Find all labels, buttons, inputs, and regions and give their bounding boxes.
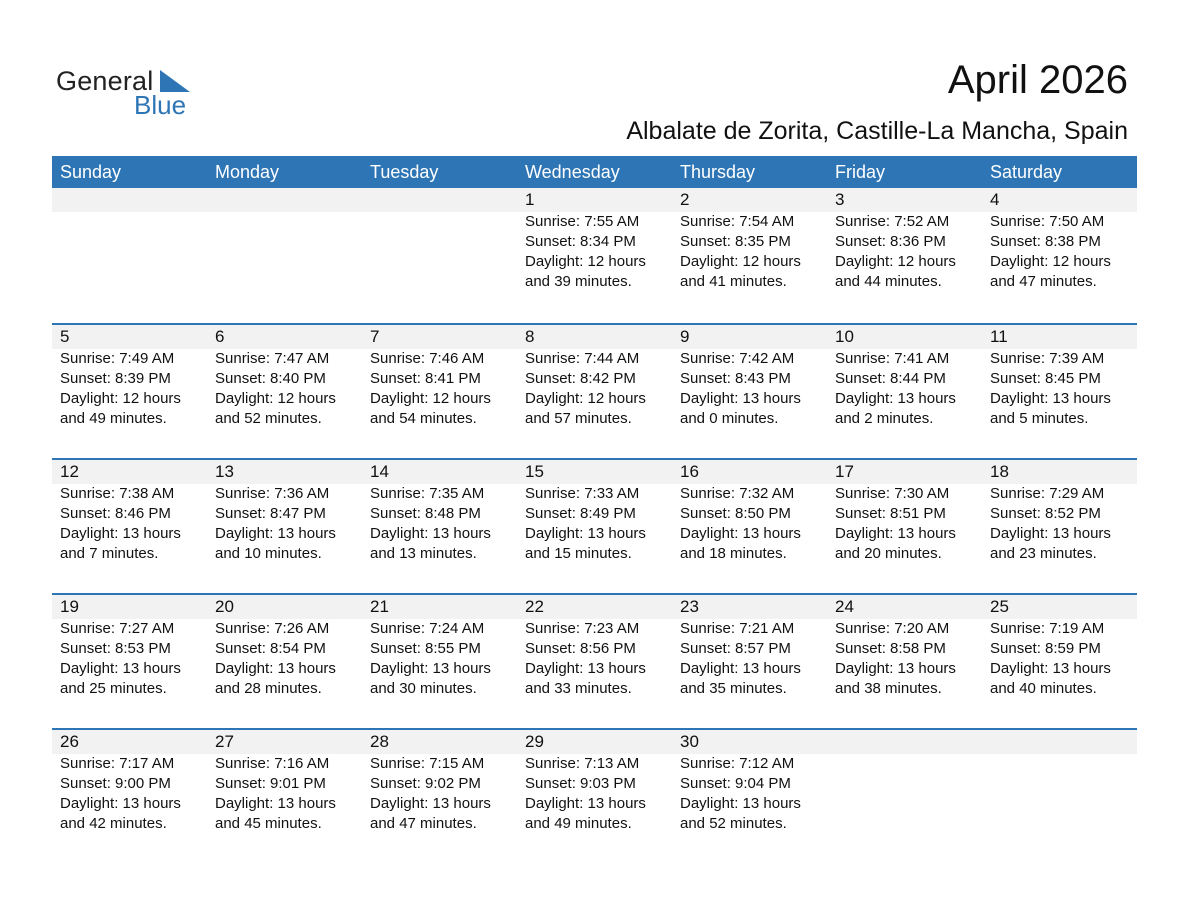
sunrise-text: Sunrise: 7:41 AM — [835, 350, 950, 367]
daylight-minutes-text: and 5 minutes. — [990, 410, 1089, 427]
day-number: 22 — [525, 597, 544, 616]
sunset-text: Sunset: 8:57 PM — [680, 640, 791, 657]
day-number: 25 — [990, 597, 1009, 616]
weekday-monday: Monday — [215, 162, 280, 182]
daylight-minutes-text: and 49 minutes. — [525, 815, 632, 832]
daylight-text: Daylight: 13 hours — [835, 525, 956, 542]
day-cell — [207, 325, 362, 429]
day-number: 10 — [835, 327, 854, 346]
logo-triangle-icon — [160, 70, 190, 92]
day-number: 24 — [835, 597, 854, 616]
day-number: 4 — [990, 190, 1000, 209]
sunrise-text: Sunrise: 7:17 AM — [60, 755, 175, 772]
day-cell — [672, 730, 827, 834]
sunset-text: Sunset: 8:44 PM — [835, 370, 946, 387]
day-cell — [362, 325, 517, 429]
sunset-text: Sunset: 8:56 PM — [525, 640, 636, 657]
empty-day-cell — [362, 188, 517, 292]
day-cell — [207, 595, 362, 699]
daylight-text: Daylight: 12 hours — [680, 253, 801, 270]
day-number: 3 — [835, 190, 845, 209]
daylight-text: Daylight: 13 hours — [370, 795, 491, 812]
daylight-minutes-text: and 38 minutes. — [835, 680, 942, 697]
sunrise-text: Sunrise: 7:44 AM — [525, 350, 640, 367]
daylight-minutes-text: and 10 minutes. — [215, 545, 322, 562]
day-number: 13 — [215, 462, 234, 481]
daylight-text: Daylight: 12 hours — [60, 390, 181, 407]
day-cell — [52, 595, 207, 699]
day-cell — [672, 188, 827, 292]
weekday-header — [52, 156, 1137, 188]
day-cell — [827, 595, 982, 699]
daylight-text: Daylight: 13 hours — [370, 660, 491, 677]
day-cell — [672, 460, 827, 564]
daylight-minutes-text: and 49 minutes. — [60, 410, 167, 427]
daylight-minutes-text: and 45 minutes. — [215, 815, 322, 832]
sunrise-text: Sunrise: 7:13 AM — [525, 755, 640, 772]
daylight-minutes-text: and 13 minutes. — [370, 545, 477, 562]
sunset-text: Sunset: 8:39 PM — [60, 370, 171, 387]
daylight-minutes-text: and 30 minutes. — [370, 680, 477, 697]
week-row — [52, 728, 1137, 863]
day-number: 27 — [215, 732, 234, 751]
location-subtitle: Albalate de Zorita, Castille-La Mancha, Spain — [626, 117, 1128, 145]
daylight-minutes-text: and 15 minutes. — [525, 545, 632, 562]
sunrise-text: Sunrise: 7:21 AM — [680, 620, 795, 637]
daylight-text: Daylight: 13 hours — [525, 795, 646, 812]
sunrise-text: Sunrise: 7:55 AM — [525, 213, 640, 230]
daylight-text: Daylight: 12 hours — [990, 253, 1111, 270]
daylight-text: Daylight: 13 hours — [835, 390, 956, 407]
sunset-text: Sunset: 8:58 PM — [835, 640, 946, 657]
sunset-text: Sunset: 8:48 PM — [370, 505, 481, 522]
daylight-text: Daylight: 13 hours — [990, 660, 1111, 677]
sunset-text: Sunset: 8:55 PM — [370, 640, 481, 657]
day-cell — [362, 595, 517, 699]
day-number: 2 — [680, 190, 690, 209]
day-number: 9 — [680, 327, 690, 346]
day-cell — [362, 460, 517, 564]
sunset-text: Sunset: 8:35 PM — [680, 233, 791, 250]
sunrise-text: Sunrise: 7:42 AM — [680, 350, 795, 367]
day-cell — [207, 460, 362, 564]
sunrise-text: Sunrise: 7:50 AM — [990, 213, 1105, 230]
sunset-text: Sunset: 8:49 PM — [525, 505, 636, 522]
empty-day-cell — [207, 188, 362, 292]
daylight-minutes-text: and 7 minutes. — [60, 545, 159, 562]
sunset-text: Sunset: 8:41 PM — [370, 370, 481, 387]
day-number: 11 — [990, 327, 1008, 346]
day-cell — [362, 730, 517, 834]
day-cell — [672, 595, 827, 699]
daylight-text: Daylight: 13 hours — [835, 660, 956, 677]
week-row — [52, 458, 1137, 593]
day-number: 28 — [370, 732, 389, 751]
day-number: 5 — [60, 327, 70, 346]
daylight-minutes-text: and 25 minutes. — [60, 680, 167, 697]
weekday-sunday: Sunday — [60, 162, 122, 182]
brand-logo — [56, 66, 196, 118]
sunrise-text: Sunrise: 7:52 AM — [835, 213, 950, 230]
sunrise-text: Sunrise: 7:49 AM — [60, 350, 175, 367]
daylight-minutes-text: and 47 minutes. — [990, 273, 1097, 290]
daylight-text: Daylight: 13 hours — [680, 795, 801, 812]
calendar-grid — [52, 156, 1137, 863]
sunrise-text: Sunrise: 7:54 AM — [680, 213, 795, 230]
sunrise-text: Sunrise: 7:29 AM — [990, 485, 1105, 502]
sunset-text: Sunset: 8:47 PM — [215, 505, 326, 522]
weekday-tuesday: Tuesday — [370, 162, 439, 182]
empty-day-cell — [982, 730, 1137, 834]
daylight-text: Daylight: 13 hours — [215, 660, 336, 677]
sunset-text: Sunset: 8:54 PM — [215, 640, 326, 657]
daylight-minutes-text: and 52 minutes. — [215, 410, 322, 427]
sunset-text: Sunset: 9:04 PM — [680, 775, 791, 792]
day-cell — [517, 730, 672, 834]
week-row — [52, 188, 1137, 323]
day-number: 1 — [525, 190, 535, 209]
daylight-text: Daylight: 13 hours — [525, 660, 646, 677]
sunset-text: Sunset: 8:36 PM — [835, 233, 946, 250]
daylight-text: Daylight: 13 hours — [60, 525, 181, 542]
day-number: 19 — [60, 597, 79, 616]
sunset-text: Sunset: 8:42 PM — [525, 370, 636, 387]
day-cell — [827, 188, 982, 292]
page-title: April 2026 — [947, 58, 1128, 102]
day-number: 7 — [370, 327, 380, 346]
daylight-text: Daylight: 12 hours — [835, 253, 956, 270]
daylight-minutes-text: and 23 minutes. — [990, 545, 1097, 562]
sunset-text: Sunset: 8:38 PM — [990, 233, 1101, 250]
daylight-minutes-text: and 35 minutes. — [680, 680, 787, 697]
empty-day-cell — [52, 188, 207, 292]
sunset-text: Sunset: 8:53 PM — [60, 640, 171, 657]
daylight-minutes-text: and 33 minutes. — [525, 680, 632, 697]
daylight-minutes-text: and 20 minutes. — [835, 545, 942, 562]
day-number: 30 — [680, 732, 699, 751]
sunrise-text: Sunrise: 7:19 AM — [990, 620, 1105, 637]
daylight-text: Daylight: 12 hours — [525, 253, 646, 270]
sunrise-text: Sunrise: 7:12 AM — [680, 755, 795, 772]
sunrise-text: Sunrise: 7:26 AM — [215, 620, 330, 637]
day-cell — [827, 460, 982, 564]
daylight-minutes-text: and 47 minutes. — [370, 815, 477, 832]
day-number: 16 — [680, 462, 699, 481]
sunrise-text: Sunrise: 7:38 AM — [60, 485, 175, 502]
daylight-text: Daylight: 12 hours — [215, 390, 336, 407]
sunrise-text: Sunrise: 7:46 AM — [370, 350, 485, 367]
daylight-minutes-text: and 40 minutes. — [990, 680, 1097, 697]
day-number: 26 — [60, 732, 79, 751]
day-cell — [827, 325, 982, 429]
day-number: 23 — [680, 597, 699, 616]
week-row — [52, 593, 1137, 728]
day-number: 14 — [370, 462, 389, 481]
day-cell — [517, 188, 672, 292]
day-number: 18 — [990, 462, 1009, 481]
day-number: 6 — [215, 327, 225, 346]
daylight-text: Daylight: 13 hours — [990, 390, 1111, 407]
daylight-text: Daylight: 13 hours — [680, 525, 801, 542]
logo-text-blue: Blue — [134, 90, 187, 120]
daylight-text: Daylight: 12 hours — [525, 390, 646, 407]
daylight-text: Daylight: 13 hours — [525, 525, 646, 542]
day-number: 21 — [370, 597, 389, 616]
daylight-text: Daylight: 13 hours — [215, 795, 336, 812]
daylight-minutes-text: and 52 minutes. — [680, 815, 787, 832]
sunrise-text: Sunrise: 7:30 AM — [835, 485, 950, 502]
sunset-text: Sunset: 9:02 PM — [370, 775, 481, 792]
sunset-text: Sunset: 8:40 PM — [215, 370, 326, 387]
daylight-minutes-text: and 41 minutes. — [680, 273, 787, 290]
sunrise-text: Sunrise: 7:23 AM — [525, 620, 640, 637]
daylight-minutes-text: and 57 minutes. — [525, 410, 632, 427]
day-cell — [207, 730, 362, 834]
day-cell — [672, 325, 827, 429]
sunset-text: Sunset: 8:50 PM — [680, 505, 791, 522]
day-cell — [982, 595, 1137, 699]
weekday-wednesday: Wednesday — [525, 162, 620, 182]
sunset-text: Sunset: 8:59 PM — [990, 640, 1101, 657]
sunset-text: Sunset: 8:52 PM — [990, 505, 1101, 522]
weekday-saturday: Saturday — [990, 162, 1063, 182]
day-number: 12 — [60, 462, 79, 481]
week-cells — [52, 460, 1137, 564]
sunset-text: Sunset: 9:03 PM — [525, 775, 636, 792]
daylight-text: Daylight: 13 hours — [990, 525, 1111, 542]
daylight-minutes-text: and 18 minutes. — [680, 545, 787, 562]
sunrise-text: Sunrise: 7:47 AM — [215, 350, 330, 367]
sunrise-text: Sunrise: 7:16 AM — [215, 755, 330, 772]
week-row — [52, 323, 1137, 458]
logo-text-general: General — [56, 66, 154, 96]
weeks-container — [52, 188, 1137, 863]
daylight-minutes-text: and 0 minutes. — [680, 410, 779, 427]
sunrise-text: Sunrise: 7:33 AM — [525, 485, 640, 502]
sunset-text: Sunset: 8:51 PM — [835, 505, 946, 522]
daylight-text: Daylight: 12 hours — [370, 390, 491, 407]
day-number: 29 — [525, 732, 544, 751]
sunrise-text: Sunrise: 7:15 AM — [370, 755, 485, 772]
daylight-text: Daylight: 13 hours — [60, 795, 181, 812]
daylight-minutes-text: and 54 minutes. — [370, 410, 477, 427]
sunrise-text: Sunrise: 7:35 AM — [370, 485, 485, 502]
week-cells — [52, 188, 1137, 292]
day-number: 20 — [215, 597, 234, 616]
daylight-minutes-text: and 2 minutes. — [835, 410, 934, 427]
sunset-text: Sunset: 8:45 PM — [990, 370, 1101, 387]
sunset-text: Sunset: 8:46 PM — [60, 505, 171, 522]
sunrise-text: Sunrise: 7:24 AM — [370, 620, 485, 637]
weekday-friday: Friday — [835, 162, 886, 182]
sunset-text: Sunset: 9:01 PM — [215, 775, 326, 792]
week-cells — [52, 730, 1137, 834]
day-number: 17 — [835, 462, 854, 481]
day-cell — [52, 325, 207, 429]
day-cell — [52, 460, 207, 564]
sunrise-text: Sunrise: 7:20 AM — [835, 620, 950, 637]
daylight-text: Daylight: 13 hours — [680, 390, 801, 407]
sunset-text: Sunset: 8:34 PM — [525, 233, 636, 250]
daylight-minutes-text: and 28 minutes. — [215, 680, 322, 697]
daylight-minutes-text: and 39 minutes. — [525, 273, 632, 290]
day-cell — [982, 460, 1137, 564]
weekday-thursday: Thursday — [680, 162, 756, 182]
daylight-text: Daylight: 13 hours — [680, 660, 801, 677]
sunrise-text: Sunrise: 7:32 AM — [680, 485, 795, 502]
daylight-text: Daylight: 13 hours — [370, 525, 491, 542]
week-cells — [52, 325, 1137, 429]
empty-day-cell — [827, 730, 982, 834]
day-cell — [52, 730, 207, 834]
sunrise-text: Sunrise: 7:36 AM — [215, 485, 330, 502]
sunset-text: Sunset: 9:00 PM — [60, 775, 171, 792]
week-cells — [52, 595, 1137, 699]
day-cell — [982, 325, 1137, 429]
sunset-text: Sunset: 8:43 PM — [680, 370, 791, 387]
daylight-text: Daylight: 13 hours — [215, 525, 336, 542]
day-cell — [517, 325, 672, 429]
sunrise-text: Sunrise: 7:39 AM — [990, 350, 1105, 367]
day-cell — [517, 460, 672, 564]
day-cell — [982, 188, 1137, 292]
day-cell — [517, 595, 672, 699]
day-number: 8 — [525, 327, 535, 346]
daylight-minutes-text: and 42 minutes. — [60, 815, 167, 832]
daylight-text: Daylight: 13 hours — [60, 660, 181, 677]
sunrise-text: Sunrise: 7:27 AM — [60, 620, 175, 637]
daylight-minutes-text: and 44 minutes. — [835, 273, 942, 290]
day-number: 15 — [525, 462, 544, 481]
